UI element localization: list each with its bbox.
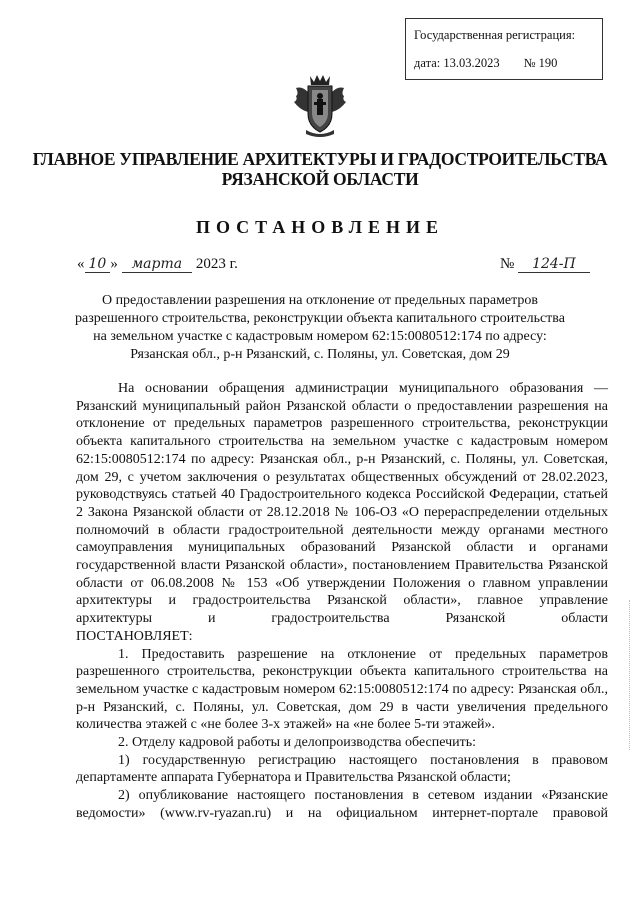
document-type: ПОСТАНОВЛЕНИЕ	[195, 217, 445, 237]
document-title	[60, 292, 580, 364]
date-month: марта	[122, 256, 193, 273]
organization-name	[0, 149, 640, 189]
document-date	[77, 256, 238, 273]
document-number-prefix: №	[500, 256, 515, 272]
resolves-heading: ПОСТАНОВЛЯЕТ:	[76, 628, 193, 644]
organization-name-line2: РЯЗАНСКОЙ ОБЛАСТИ	[221, 169, 419, 189]
item-2-1-paragraph: 1) государственную регистрацию настоящего постановления в правовом департаменте аппарата Губернатора и Правительства Рязанской области;	[76, 752, 608, 786]
title-line3: на земельном участке с кадастровым номером 62:15:0080512:174 по адресу:	[93, 329, 547, 344]
registration-label: Государственная регистрация:	[414, 28, 576, 42]
document-number	[500, 256, 590, 273]
margin-mark	[629, 600, 632, 750]
date-year: 2023 г.	[195, 256, 238, 272]
registration-stamp	[405, 18, 603, 80]
title-line1: О предоставлении разрешения на отклонение от предельных параметров	[101, 293, 539, 308]
date-open-quote: «	[77, 256, 85, 272]
date-day: 10	[85, 256, 111, 273]
item-1-paragraph: 1. Предоставить разрешение на отклонение от предельных параметров разрешенного строительства, реконструкции объекта капитального строительства на земельном участке с кадастровым номером 62:15:0080512:174 по адресу: Рязанская обл., р-н Рязанский, с. Поляны, ул. Советская, дом 29 в части увеличения предельного количества этажей с «не более 3-х этажей» на «не более 5-ти этажей».	[76, 646, 608, 733]
title-line2: разрешенного строительства, реконструкции объекта капитального строительства	[75, 311, 565, 326]
preamble-paragraph: На основании обращения администрации муниципального образования — Рязанский муниципальный район Рязанской области о предоставлении разрешения на отклонение от предельных параметров разрешенного строительства, реконструкции объекта капитального строительства на земельном участке с кадастровым номером 62:15:0080512:174 по адресу: Рязанская обл., р-н Рязанский, с. Поляны, ул. Советская, дом 29, с учетом заключения о результатах общественных обсуждений от 28.02.2023, руководствуясь статьей 40 Градостроительного кодекса Российской Федерации, статьей 2 Закона Рязанской области от 28.12.2018 № 106-ОЗ «О перераспределении отдельных полномочий в области градостроительной деятельности между органами местного самоуправления муниципальных образований Рязанской области и органами государственной власти Рязанской области», постановлением Правительства Рязанской области от 06.08.2008 № 153 «Об утверждении Положения о главном управлении архитектуры и градостроительства Рязанской области», главное управление архитектуры и градостроительства Рязанской области	[76, 381, 608, 627]
title-line4: Рязанская обл., р-н Рязанский, с. Поляны, ул. Советская, дом 29	[130, 347, 510, 362]
item-2-2-paragraph: 2) опубликование настоящего постановления в сетевом издании «Рязанские ведомости» (www.rv-ryazan.ru) и на официальном интернет-портале правовой	[76, 788, 608, 821]
registration-number: № 190	[523, 56, 558, 70]
coat-of-arms-icon	[292, 72, 348, 140]
registration-details	[414, 55, 596, 71]
date-close-quote: »	[110, 256, 118, 272]
organization-name-line1: ГЛАВНОЕ УПРАВЛЕНИЕ АРХИТЕКТУРЫ И ГРАДОСТРОИТЕЛЬСТВА	[32, 149, 608, 169]
registration-date: дата: 13.03.2023	[414, 56, 500, 70]
document-number-value: 124-П	[518, 256, 590, 273]
document-body	[76, 380, 608, 823]
item-2-paragraph: 2. Отделу кадровой работы и делопроизводства обеспечить:	[118, 735, 477, 751]
